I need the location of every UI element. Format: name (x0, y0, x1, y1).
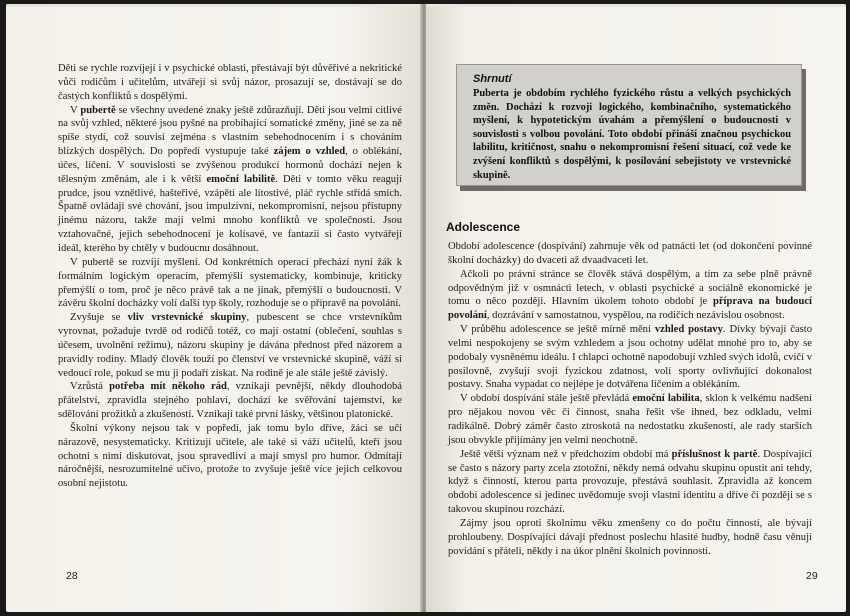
right-page-body (448, 240, 812, 558)
text-run: Zvyšuje se (70, 312, 128, 324)
text-run: . Dospívající se často s názory party zcela ztotožní, někdy nemá odvahu skupinu opustit ani tehdy, když s činností, kterou parta provozuje, přestává souhlasit. Zpravidla až koncem období adolescence si jedinec uvědomuje svoji vlastní identitu a dříve či později se s takovou skupinou rozchází. (448, 448, 813, 516)
section-heading: Adolescence (446, 220, 521, 234)
paragraph (58, 62, 402, 104)
page-edge (6, 4, 422, 7)
page-number: 28 (66, 570, 78, 582)
left-page-body (58, 62, 402, 491)
bold-term: emoční labilita (632, 393, 700, 405)
left-page (6, 4, 422, 612)
bold-term: příprava na budoucí povolání (448, 296, 812, 322)
paragraph (448, 240, 812, 268)
paragraph (58, 311, 402, 380)
paragraph (448, 323, 812, 392)
text-run: Děti se rychle rozvíjejí i v psychické oblasti, přestávají být důvěřivé a nekritické vůči rodičům i učitelům, utvářejí si svůj názor, prosazují se, dostávají se do častých konfliktů s dospělými. (58, 63, 402, 102)
page-number: 29 (806, 570, 818, 582)
text-run: Zájmy jsou oproti školnímu věku zmenšeny co do počtu činností, ale bývají prohloubeny. Dospívající dávají přednost poslechu hlasité hudby, hodně času věnují povídání s přáteli, někdy i na úkor plnění školních povinností. (448, 517, 812, 557)
text-run: V pubertě se rozvíjí myšlení. Od konkrétních operací přechází nyní žák k formálním logickým operacím, přemýšlí systematicky, kombinuje, kriticky přemýšlí o tom, proč je něco právě tak a ne jinak, přemýšlí o budoucnosti. V závěru školní docházky volí další typ školy, rozhoduje se o přípravě na povolání. (58, 256, 402, 310)
bold-term: zájem o vzhled (273, 146, 346, 158)
text-run: , dozrávání v samostatnou, vyspělou, na rodičích nezávislou osobnost. (486, 310, 785, 322)
text-run: Ještě větší význam než v předchozím období má (460, 448, 672, 460)
text-run: se všechny uvedené znaky ještě zdůrazňují. Děti jsou velmi citlivé na svůj vzhled, některé jsou pyšné na probíhající somatické změny, jiné se za ně spíše stydí, což souvisí zejména s vlastním sebehodnocením i s chováním blízkých dospělých. Do popředí vystupuje také (58, 104, 402, 158)
summary-text: Puberta je obdobím rychlého fyzického růstu a velkých psychických změn. Dochází k rozvoji logického, kombinačního, systematického myšlení, k hypotetickým úvahám a přemýšlení o budoucnosti v souvislosti s volbou povolání. Toto období přináší značnou psychickou labilitu, kritičnost, snahu o nekompromisní řešení situací, což vede ke zvýšení konfliktů s dospělými, k posilování sebejistoty ve vrstevnické skupině. (473, 88, 791, 181)
bold-term: vliv vrstevnické skupiny (127, 312, 247, 324)
text-run: Ačkoli po právní stránce se člověk stává dospělým, a tím za sebe plně právně odpovědným již v osmnácti letech, v oblasti psychické a sociálně ekonomické je tomu o něco později. Hlavním úkolem tohoto období je (448, 268, 812, 308)
bold-term: příslušnost k partě (671, 448, 758, 460)
summary-title: Shrnutí (473, 73, 512, 85)
paragraph (58, 256, 402, 311)
bold-term: vzhled postavy (654, 324, 723, 336)
paragraph (448, 392, 812, 447)
right-page (426, 4, 846, 612)
text-run: Vzrůstá (70, 381, 110, 393)
text-run: V období dospívání stále ještě převládá (460, 393, 633, 405)
bold-term: potřeba mít někoho rád (109, 381, 227, 393)
paragraph (58, 422, 402, 491)
paragraph (448, 517, 812, 559)
text-run: . Dívky bývají často velmi nespokojeny se svým vzhledem a jsou ochotny udělat mnohé pro to, aby se podobaly vysněnému ideálu. I chlapci ochotně napodobují vzhled svých idolů, cvičí v posilovně, zvyšují svoji fyzickou zdatnost, volí sporty ovlivňující dokonalost postavy. Snaha vypadat co nejlépe je dotvářena líčením a oblékáním. (448, 324, 813, 391)
text-run: , o oblékání, účes, líčení. V souvislosti se zvýšenou produkcí hormonů dochází nejen k tělesným změnám, ale i k větší (58, 146, 402, 185)
bold-term: emoční labilitě (206, 173, 276, 185)
page-edge (426, 4, 846, 7)
paragraph (58, 380, 402, 422)
text-run: , pubescent se chce vrstevníkům vyrovnat, požaduje tvrdě od rodičů totéž, co mají ostatní (oblečení, souhlas s účesem, uvolnění režimu), názoru skupiny je dávána přednost před názorem a pravidly rodiny. Mladý člověk touží po členství ve vrstevnické skupině, váží si vedoucí role, pokud se mu ji podaří získat. Na rodině je ale stále ještě závislý. (58, 312, 402, 379)
text-run: V průběhu adolescence se ještě mírně mění (460, 324, 655, 336)
bold-term: pubertě (80, 104, 116, 116)
paragraph (58, 104, 402, 256)
text-run: . Děti v tomto věku reagují prudce, jsou vznětlivé, hašteřivé, vzápětí ale lítostivé, pláč rychle střídá smích. Špatně ovládají své chování, jsou impulzivní, nekompromisní, nejsou přístupny jinému názoru, takže mají velmi mnoho konfliktů ve společnosti. Jsou vztahovačné, jejich sebehodnocení je kolísavé, ve fantazii si často vytvářejí ideál, kterého by chtěly v budoucnu dosáhnout. (58, 173, 402, 254)
summary-box (456, 64, 802, 186)
text-run: , sklon k velkému nadšení pro nějakou novou věc či činnost, snaha řešit vše ihned, bez odkladu, velmi radikálně. Dobrý záměr často ztroskotá na nedostatku zkušeností, ale rady starších jsou obvykle přijímány jen velmi neochotně. (448, 393, 812, 446)
text-run: V (70, 104, 81, 116)
paragraph (448, 448, 812, 517)
paragraph (448, 268, 812, 323)
text-run: Období adolescence (dospívání) zahrnuje věk od patnácti let (od dokončení povinné školní docházky) do dvaceti až dvaadvaceti let. (448, 241, 812, 266)
book-spread (6, 4, 846, 612)
text-run: Školní výkony nejsou tak v popředí, jak tomu bylo dříve, žáci se učí nárazově, nesystematicky. Kritizují učitele, ale také si váží učitelů, kteří jsou ochotni s nimi diskutovat, jsou spravedliví a mají smysl pro humor. Odmítají náročnější, nesrozumitelné učivo, protože to zvyšuje ještě více jejich celkovou osobní nejistotu. (58, 422, 402, 490)
text-run: , vznikají pevnější, někdy dlouhodobá přátelství, zpravidla stejného pohlaví, dochází ke svěřování tajemství, ke sdělování prožitků a zkušeností. Vznikají také první lásky, většinou platonické. (58, 381, 402, 421)
